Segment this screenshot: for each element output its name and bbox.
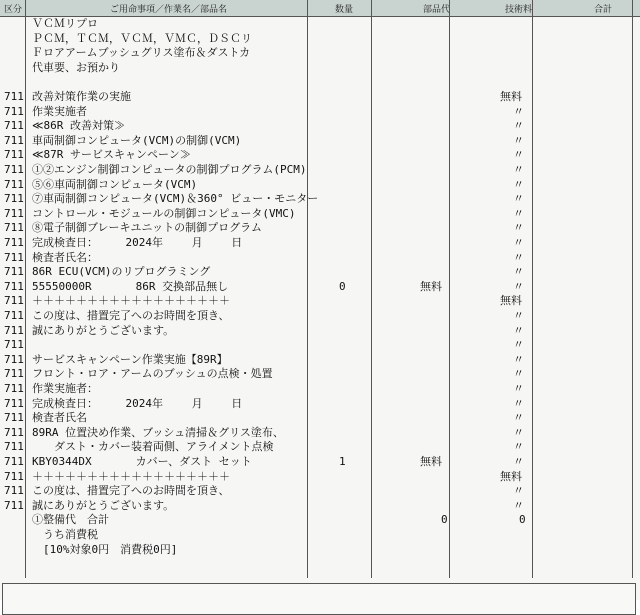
row-description: 完成検査日： 2024年 月 日	[32, 236, 243, 249]
row-tech-fee: 無料	[500, 90, 522, 103]
row-tech-fee: 〃	[513, 323, 524, 337]
table-row	[0, 207, 640, 221]
row-tech-fee: 〃	[513, 250, 524, 264]
table-row	[0, 265, 640, 279]
row-tech-fee: 〃	[513, 309, 524, 322]
row-code: 711	[4, 309, 24, 322]
table-row	[0, 280, 640, 294]
row-total: 0	[519, 513, 526, 527]
row-description: 検査者氏名	[32, 411, 87, 425]
row-code: 711	[4, 440, 24, 454]
row-code: 711	[4, 484, 24, 498]
row-description: 誠にありがとうございます。	[32, 498, 175, 512]
row-tech-fee: 〃	[513, 498, 524, 512]
table-row	[0, 455, 640, 469]
row-description: ⑧電子制御ブレーキユニットの制御プログラム	[32, 221, 263, 235]
row-tech-fee: 〃	[513, 236, 524, 249]
row-description: 55550000R 86R 交換部品無し	[32, 279, 229, 293]
row-code: 711	[4, 163, 24, 176]
table-row	[0, 251, 640, 265]
row-tech-fee: 〃	[513, 396, 524, 410]
row-tech-fee: 0	[441, 513, 448, 527]
row-description: ①②エンジン制御コンピュータの制御プログラム(PCM)	[32, 163, 307, 176]
row-description: ⑦車両制御コンピュータ(VCM)＆360° ビュー・モニター	[32, 192, 319, 206]
table-row	[0, 178, 640, 192]
row-code: 711	[4, 411, 24, 425]
row-description: ＰＣＭ，ＴＣＭ，ＶＣＭ，ＶＭＣ，ＤＳＣリ	[32, 31, 252, 45]
row-code: 711	[4, 382, 24, 395]
row-description: 改善対策作業の実施	[32, 90, 131, 103]
row-code: 711	[4, 133, 24, 147]
row-code: 711	[4, 279, 24, 293]
row-tech-fee: 〃	[513, 221, 524, 235]
row-code: 711	[4, 352, 24, 366]
header-total: 合計	[594, 5, 613, 15]
table-row	[0, 543, 640, 557]
row-code: 711	[4, 148, 24, 162]
row-description: ダスト・カバー装着両側、アライメント点検	[32, 440, 274, 454]
row-quantity: 1	[339, 455, 346, 468]
header-description: ご用命事項／作業名／部品名	[110, 5, 228, 15]
row-code: 711	[4, 236, 24, 249]
table-row	[0, 382, 640, 396]
row-description: [10%対象0円 消費税0円]	[32, 542, 178, 556]
header-quantity: 数量	[335, 5, 354, 15]
header-tech-fee: 技術料	[505, 5, 533, 15]
row-tech-fee: 〃	[513, 177, 524, 191]
table-row	[0, 148, 640, 162]
row-code: 711	[4, 177, 24, 191]
row-description: 代車要、お預かり	[32, 60, 120, 74]
row-description: 作業実施者	[32, 104, 87, 118]
table-row	[0, 353, 640, 367]
table-row	[0, 499, 640, 513]
row-tech-fee: 〃	[513, 163, 524, 176]
row-code: 711	[4, 265, 24, 279]
row-code: 711	[4, 425, 24, 439]
row-description: この度は、措置完了へのお時間を頂き、	[32, 484, 230, 498]
row-description: ＶＣＭリプロ	[32, 17, 98, 30]
table-row	[0, 470, 640, 484]
row-code: 711	[4, 119, 24, 133]
header-code: 区分	[4, 5, 23, 15]
row-tech-fee: 〃	[513, 352, 524, 366]
row-description: 作業実施者：	[32, 382, 98, 395]
table-row	[0, 513, 640, 527]
row-description: 86R ECU(VCM)のリプログラミング	[32, 265, 211, 279]
row-description: サービスキャンペーン作業実施【89R】	[32, 352, 228, 366]
row-description: この度は、措置完了へのお時間を頂き、	[32, 309, 230, 322]
row-code: 711	[4, 90, 24, 103]
row-tech-fee: 〃	[513, 411, 524, 425]
table-row	[0, 294, 640, 308]
row-code: 711	[4, 206, 24, 220]
row-code: 711	[4, 250, 24, 264]
table-row	[0, 338, 640, 352]
table-row	[0, 221, 640, 235]
row-description: Ｆロアアームブッシュグリス塗布＆ダストカ	[32, 46, 251, 60]
row-code: 711	[4, 221, 24, 235]
row-tech-fee: 〃	[513, 484, 524, 498]
row-code: 711	[4, 455, 24, 468]
table-row	[0, 440, 640, 454]
row-description: 誠にありがとうございます。	[32, 323, 175, 337]
row-tech-fee: 〃	[513, 148, 524, 162]
row-tech-fee: 〃	[513, 367, 524, 381]
row-description: うち消費税	[32, 528, 98, 541]
row-description: ＋＋＋＋＋＋＋＋＋＋＋＋＋＋＋＋＋＋	[32, 294, 230, 308]
table-row	[0, 46, 640, 60]
row-tech-fee: 〃	[513, 192, 524, 206]
table-row	[0, 119, 640, 133]
table-row	[0, 61, 640, 75]
table-row	[0, 105, 640, 119]
row-description: ≪87R サービスキャンペーン≫	[32, 148, 191, 162]
row-tech-fee: 〃	[513, 119, 524, 133]
row-code: 711	[4, 367, 24, 381]
row-tech-fee: 無料	[500, 294, 522, 308]
table-row	[0, 90, 640, 104]
row-parts-cost: 無料	[420, 455, 442, 468]
row-description: 完成検査日： 2024年 月 日	[32, 396, 243, 410]
table-row	[0, 397, 640, 411]
table-row	[0, 236, 640, 250]
row-description: ①整備代 合計	[32, 513, 109, 527]
row-tech-fee: 〃	[513, 265, 524, 279]
row-code: 711	[4, 469, 24, 483]
table-row	[0, 484, 640, 498]
table-row	[0, 17, 640, 31]
row-parts-cost: 無料	[420, 279, 442, 293]
row-description: ＋＋＋＋＋＋＋＋＋＋＋＋＋＋＋＋＋＋	[32, 469, 230, 483]
row-tech-fee: 〃	[513, 455, 524, 468]
row-description: ≪86R 改善対策≫	[32, 119, 126, 133]
table-row	[0, 134, 640, 148]
table-row	[0, 309, 640, 323]
row-code: 711	[4, 396, 24, 410]
row-code: 711	[4, 104, 24, 118]
row-description: 車両制御コンピュータ(VCM)の制御(VCM)	[32, 133, 242, 147]
table-row	[0, 426, 640, 440]
row-code: 711	[4, 192, 24, 206]
row-tech-fee: 無料	[500, 469, 522, 483]
table-row	[0, 163, 640, 177]
table-row	[0, 324, 640, 338]
table-row	[0, 32, 640, 46]
row-tech-fee: 〃	[513, 206, 524, 220]
row-description: フロント・ロア・アームのブッシュの点検・処置	[32, 367, 273, 381]
table-row	[0, 192, 640, 206]
table-row	[0, 411, 640, 425]
row-description: コントロール・モジュールの制御コンピュータ(VMC)	[32, 206, 296, 220]
row-code: 711	[4, 498, 24, 512]
table-row	[0, 367, 640, 381]
row-tech-fee: 〃	[513, 425, 524, 439]
row-tech-fee: 〃	[513, 104, 524, 118]
row-code: 711	[4, 338, 24, 352]
table-row	[0, 528, 640, 542]
row-description: 89RA 位置決め作業、ブッシュ清掃＆グリス塗布、	[32, 425, 284, 439]
table-row	[0, 75, 640, 89]
table-header	[0, 0, 640, 17]
row-tech-fee: 〃	[513, 133, 524, 147]
row-code: 711	[4, 294, 24, 308]
remarks-box	[2, 583, 636, 615]
row-tech-fee: 〃	[513, 382, 524, 395]
row-code: 711	[4, 323, 24, 337]
row-description: 検査者氏名：	[32, 250, 98, 264]
header-parts-cost: 部品代	[423, 5, 451, 15]
row-tech-fee: 〃	[513, 338, 524, 352]
row-description: KBY0344DX カバー、ダスト セット	[32, 455, 252, 468]
row-quantity: 0	[339, 279, 346, 293]
row-tech-fee: 〃	[513, 279, 524, 293]
row-description: ⑤⑥車両制御コンピュータ(VCM)	[32, 177, 198, 191]
row-tech-fee: 〃	[513, 440, 524, 454]
